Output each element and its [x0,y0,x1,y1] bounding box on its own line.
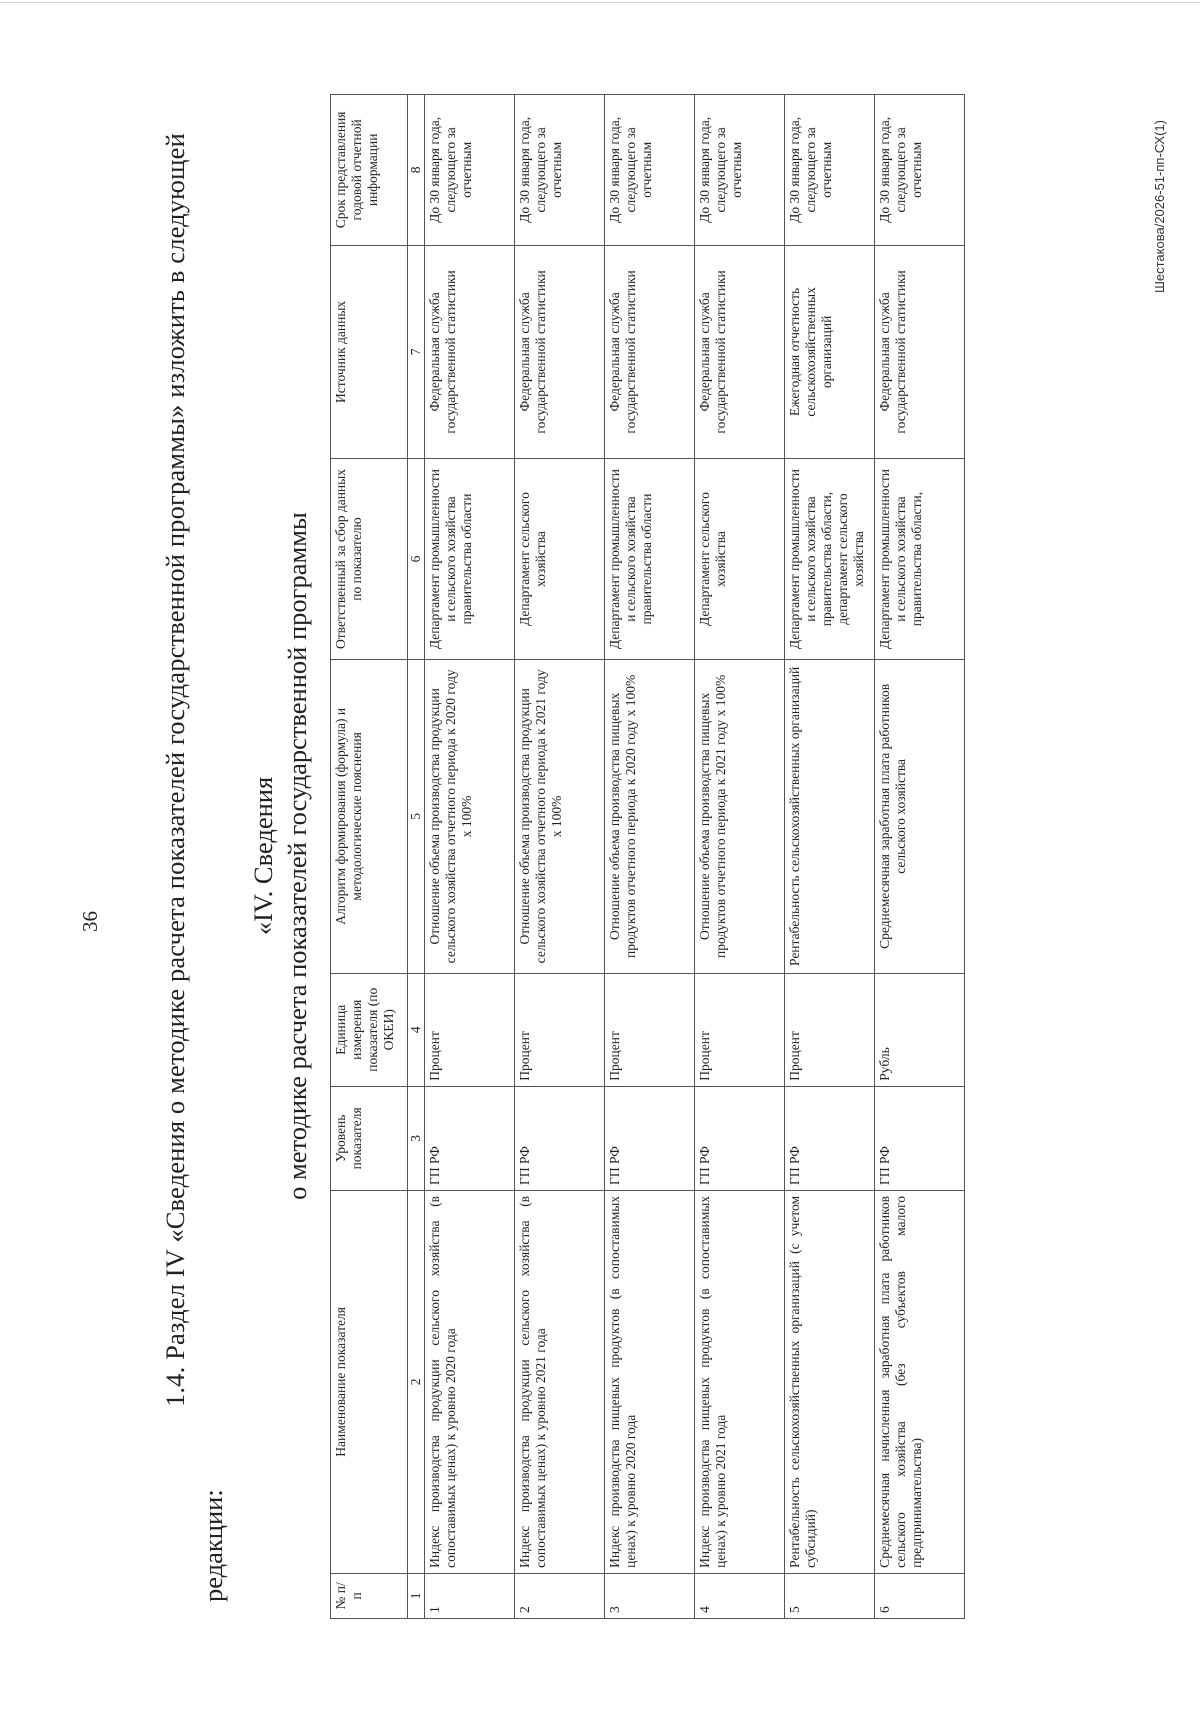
intro-text-line-1: 1.4. Раздел IV «Сведения о методике расчета показателей государственной программы» изложить в следующей [160,133,190,1407]
header-num: № п/п [331,1573,408,1618]
document-reference: Шестакова/2026-51-пп-СХ(1) [1152,120,1167,294]
header-responsible: Ответственный за сбор данных по показателю [331,459,408,660]
indicator-level: ГП РФ [604,1086,694,1190]
indicator-deadline: До 30 января года, следующего за отчетным [784,95,874,246]
column-number: 5 [408,659,425,973]
column-number: 7 [408,245,425,458]
section-title: «IV. Сведения [248,776,278,936]
column-number-row [408,95,425,1619]
indicator-source: Федеральная служба государственной статистики [874,245,964,458]
row-number: 4 [694,1573,784,1618]
indicator-deadline: До 30 января года, следующего за отчетным [424,95,514,246]
indicator-deadline: До 30 января года, следующего за отчетным [874,95,964,246]
indicator-name: Индекс производства пищевых продуктов (в сопоставимых ценах) к уровню 2020 года [604,1190,694,1573]
indicator-responsible: Департамент сельского хозяйства [694,459,784,660]
column-number: 2 [408,1190,425,1573]
table-row [424,95,514,1619]
indicator-unit: Процент [514,973,604,1086]
indicator-unit: Процент [784,973,874,1086]
column-number: 3 [408,1086,425,1190]
table-row [874,95,964,1619]
indicator-algorithm: Отношение объема производства продукции сельского хозяйства отчетного периода к 2021 году х 100% [514,659,604,973]
indicator-unit: Процент [604,973,694,1086]
indicator-deadline: До 30 января года, следующего за отчетным [694,95,784,246]
indicator-deadline: До 30 января года, следующего за отчетным [604,95,694,246]
header-algorithm: Алгоритм формирования (формула) и методологические пояснения [331,659,408,973]
indicator-responsible: Департамент промышленности и сельского хозяйства правительства области, департамент сельского хозяйства [784,459,874,660]
row-number: 2 [514,1573,604,1618]
indicator-responsible: Департамент сельского хозяйства [514,459,604,660]
indicator-responsible: Департамент промышленности и сельского хозяйства правительства области [424,459,514,660]
indicator-name: Индекс производства продукции сельского хозяйства (в сопоставимых ценах) к уровню 2020 года [424,1190,514,1573]
indicators-table [330,94,965,1619]
indicator-level: ГП РФ [514,1086,604,1190]
row-number: 6 [874,1573,964,1618]
indicator-level: ГП РФ [424,1086,514,1190]
indicator-algorithm: Отношение объема производства пищевых продуктов отчетного периода к 2021 году х 100% [694,659,784,973]
indicator-source: Федеральная служба государственной статистики [514,245,604,458]
indicator-level: ГП РФ [784,1086,874,1190]
indicator-deadline: До 30 января года, следующего за отчетным [514,95,604,246]
indicator-responsible: Департамент промышленности и сельского хозяйства правительства области [604,459,694,660]
table-row [514,95,604,1619]
indicator-unit: Процент [694,973,784,1086]
row-number: 3 [604,1573,694,1618]
indicator-algorithm: Отношение объема производства продукции сельского хозяйства отчетного периода к 2020 году х 100% [424,659,514,973]
intro-text-line-2: редакции: [198,1489,228,1602]
indicator-name: Рентабельность сельскохозяйственных организаций (с учетом субсидий) [784,1190,874,1573]
table-row [604,95,694,1619]
page-number: 36 [78,911,102,932]
header-name: Наименование показателя [331,1190,408,1573]
indicator-source: Федеральная служба государственной статистики [604,245,694,458]
row-number: 5 [784,1573,874,1618]
indicator-algorithm: Отношение объема производства пищевых продуктов отчетного периода к 2020 году х 100% [604,659,694,973]
indicator-name: Индекс производства пищевых продуктов (в сопоставимых ценах) к уровню 2021 года [694,1190,784,1573]
indicator-level: ГП РФ [694,1086,784,1190]
header-deadline: Срок представления годовой отчетной информации [331,95,408,246]
header-unit: Единица измерения показателя (по ОКЕИ) [331,973,408,1086]
column-number: 8 [408,95,425,246]
section-subtitle: о методике расчета показателей государственной программы [282,512,312,1200]
indicator-source: Федеральная служба государственной статистики [694,245,784,458]
header-source: Источник данных [331,245,408,458]
table-header-row [331,95,408,1619]
indicator-algorithm: Рентабельность сельскохозяйственных организаций [784,659,874,973]
indicator-source: Федеральная служба государственной статистики [424,245,514,458]
column-number: 4 [408,973,425,1086]
table-row [694,95,784,1619]
indicator-unit: Рубль [874,973,964,1086]
column-number: 6 [408,459,425,660]
row-number: 1 [424,1573,514,1618]
indicator-algorithm: Среднемесячная заработная плата работников сельского хозяйства [874,659,964,973]
table-row [784,95,874,1619]
indicator-name: Среднемесячная начисленная заработная плата работников сельского хозяйства (без субъектов малого предпринимательства) [874,1190,964,1573]
indicator-responsible: Департамент промышленности и сельского хозяйства правительства области, [874,459,964,660]
header-level: Уровень показателя [331,1086,408,1190]
indicator-level: ГП РФ [874,1086,964,1190]
indicator-source: Ежегодная отчетность сельскохозяйственных организаций [784,245,874,458]
indicator-name: Индекс производства продукции сельского хозяйства (в сопоставимых ценах) к уровню 2021 года [514,1190,604,1573]
indicator-unit: Процент [424,973,514,1086]
column-number: 1 [408,1573,425,1618]
